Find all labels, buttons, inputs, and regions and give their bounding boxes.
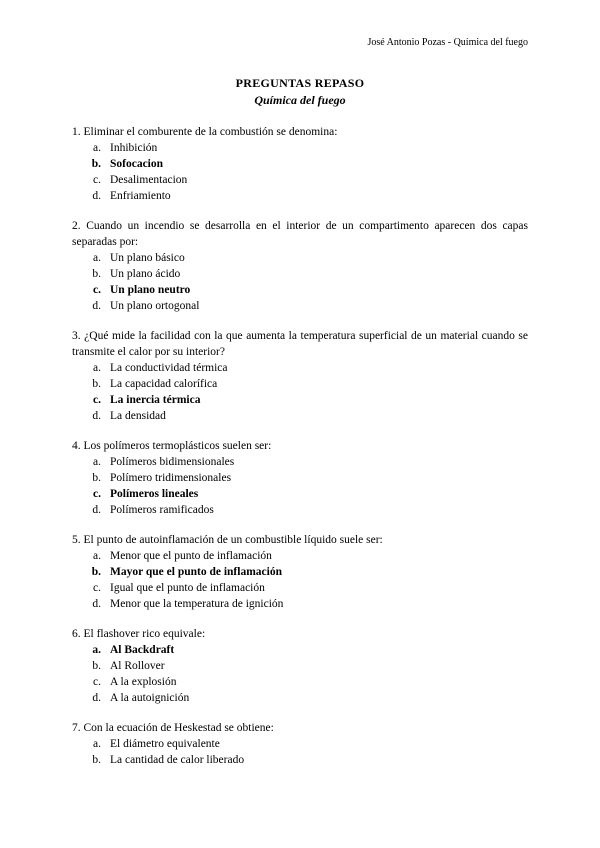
option-letter: a.: [93, 362, 101, 374]
answer-options: [72, 250, 528, 314]
answer-option: [72, 596, 528, 612]
option-letter: c.: [93, 676, 101, 688]
option-text: La capacidad calorífica: [110, 378, 218, 390]
option-letter: b.: [91, 158, 101, 170]
option-text: La inercia térmica: [110, 394, 201, 406]
option-letter: d.: [92, 410, 101, 422]
option-text: Menor que el punto de inflamación: [110, 550, 272, 562]
answer-option-correct: [72, 156, 528, 172]
option-text: Al Rollover: [110, 660, 165, 672]
option-letter: b.: [91, 566, 101, 578]
answer-option: [72, 658, 528, 674]
question-text: 5. El punto de autoinflamación de un combustible líquido suele ser:: [72, 534, 383, 546]
option-letter: c.: [93, 488, 101, 500]
answer-option: [72, 752, 528, 768]
answer-option-correct: [72, 486, 528, 502]
answer-option: [72, 298, 528, 314]
answer-option: [72, 172, 528, 188]
answer-option: [72, 470, 528, 486]
option-text: Igual que el punto de inflamación: [110, 582, 265, 594]
answer-option-correct: [72, 564, 528, 580]
question-6: [72, 626, 528, 706]
option-text: La conductividad térmica: [110, 362, 228, 374]
answer-option: [72, 548, 528, 564]
option-letter: b.: [92, 268, 101, 280]
option-letter: d.: [92, 504, 101, 516]
answer-options: [72, 454, 528, 518]
option-text: Un plano ortogonal: [110, 300, 200, 312]
answer-option: [72, 690, 528, 706]
questions-list: [72, 124, 528, 782]
option-text: Polímero tridimensionales: [110, 472, 232, 484]
option-letter: b.: [92, 472, 101, 484]
document-title: PREGUNTAS REPASO: [235, 76, 365, 90]
answer-option: [72, 360, 528, 376]
answer-options: [72, 360, 528, 424]
option-text: Polímeros ramificados: [110, 504, 214, 516]
option-letter: b.: [92, 660, 101, 672]
question-text: 7. Con la ecuación de Heskestad se obtiene:: [72, 722, 274, 734]
answer-option: [72, 250, 528, 266]
option-text: Polímeros bidimensionales: [110, 456, 235, 468]
answer-option-correct: [72, 642, 528, 658]
option-letter: c.: [93, 582, 101, 594]
option-letter: a.: [93, 550, 101, 562]
title-block: [0, 75, 600, 109]
option-text: Un plano ácido: [110, 268, 181, 280]
question-5: [72, 532, 528, 612]
answer-option-correct: [72, 282, 528, 298]
question-4: [72, 438, 528, 518]
option-text: La densidad: [110, 410, 166, 422]
answer-option: [72, 454, 528, 470]
option-letter: d.: [92, 190, 101, 202]
answer-option-correct: [72, 392, 528, 408]
answer-option: [72, 736, 528, 752]
option-letter: d.: [92, 598, 101, 610]
answer-option: [72, 580, 528, 596]
option-text: Desalimentacion: [110, 174, 188, 186]
option-text: Inhibición: [110, 142, 158, 154]
option-letter: a.: [92, 644, 101, 656]
answer-option: [72, 188, 528, 204]
question-3: [72, 328, 528, 424]
option-letter: b.: [92, 378, 101, 390]
answer-options: [72, 642, 528, 706]
option-text: Un plano básico: [110, 252, 185, 264]
answer-options: [72, 140, 528, 204]
option-text: Mayor que el punto de inflamación: [110, 566, 282, 578]
option-text: Polímeros lineales: [110, 488, 199, 500]
question-1: [72, 124, 528, 204]
option-letter: c.: [93, 394, 101, 406]
option-letter: a.: [93, 456, 101, 468]
option-text: La cantidad de calor liberado: [110, 754, 245, 766]
answer-option: [72, 408, 528, 424]
answer-option: [72, 266, 528, 282]
question-text: 3. ¿Qué mide la facilidad con la que aumenta la temperatura superficial de un material cuando se transmite el calor por su interior?: [72, 330, 528, 358]
option-text: El diámetro equivalente: [110, 738, 220, 750]
question-7: [72, 720, 528, 768]
option-text: Al Backdraft: [110, 644, 175, 656]
option-letter: d.: [92, 692, 101, 704]
document-subtitle: Química del fuego: [254, 93, 346, 107]
option-letter: a.: [93, 252, 101, 264]
answer-option: [72, 674, 528, 690]
option-letter: c.: [93, 284, 101, 296]
answer-option: [72, 140, 528, 156]
question-text: 6. El flashover rico equivale:: [72, 628, 206, 640]
option-text: Enfriamiento: [110, 190, 171, 202]
option-text: Menor que la temperatura de ignición: [110, 598, 284, 610]
option-letter: c.: [93, 174, 101, 186]
question-text: 1. Eliminar el comburente de la combustión se denomina:: [72, 126, 338, 138]
option-letter: a.: [93, 142, 101, 154]
answer-option: [72, 376, 528, 392]
option-text: A la autoignición: [110, 692, 190, 704]
option-text: Sofocacion: [110, 158, 164, 170]
page-header: José Antonio Pozas - Química del fuego: [367, 37, 528, 48]
option-text: Un plano neutro: [110, 284, 191, 296]
answer-option: [72, 502, 528, 518]
option-letter: d.: [92, 300, 101, 312]
question-text: 2. Cuando un incendio se desarrolla en el interior de un compartimento aparecen dos capas separadas por:: [72, 220, 528, 248]
question-text: 4. Los polímeros termoplásticos suelen ser:: [72, 440, 272, 452]
option-letter: a.: [93, 738, 101, 750]
answer-options: [72, 548, 528, 612]
option-text: A la explosión: [110, 676, 177, 688]
question-2: [72, 218, 528, 314]
answer-options: [72, 736, 528, 768]
option-letter: b.: [92, 754, 101, 766]
